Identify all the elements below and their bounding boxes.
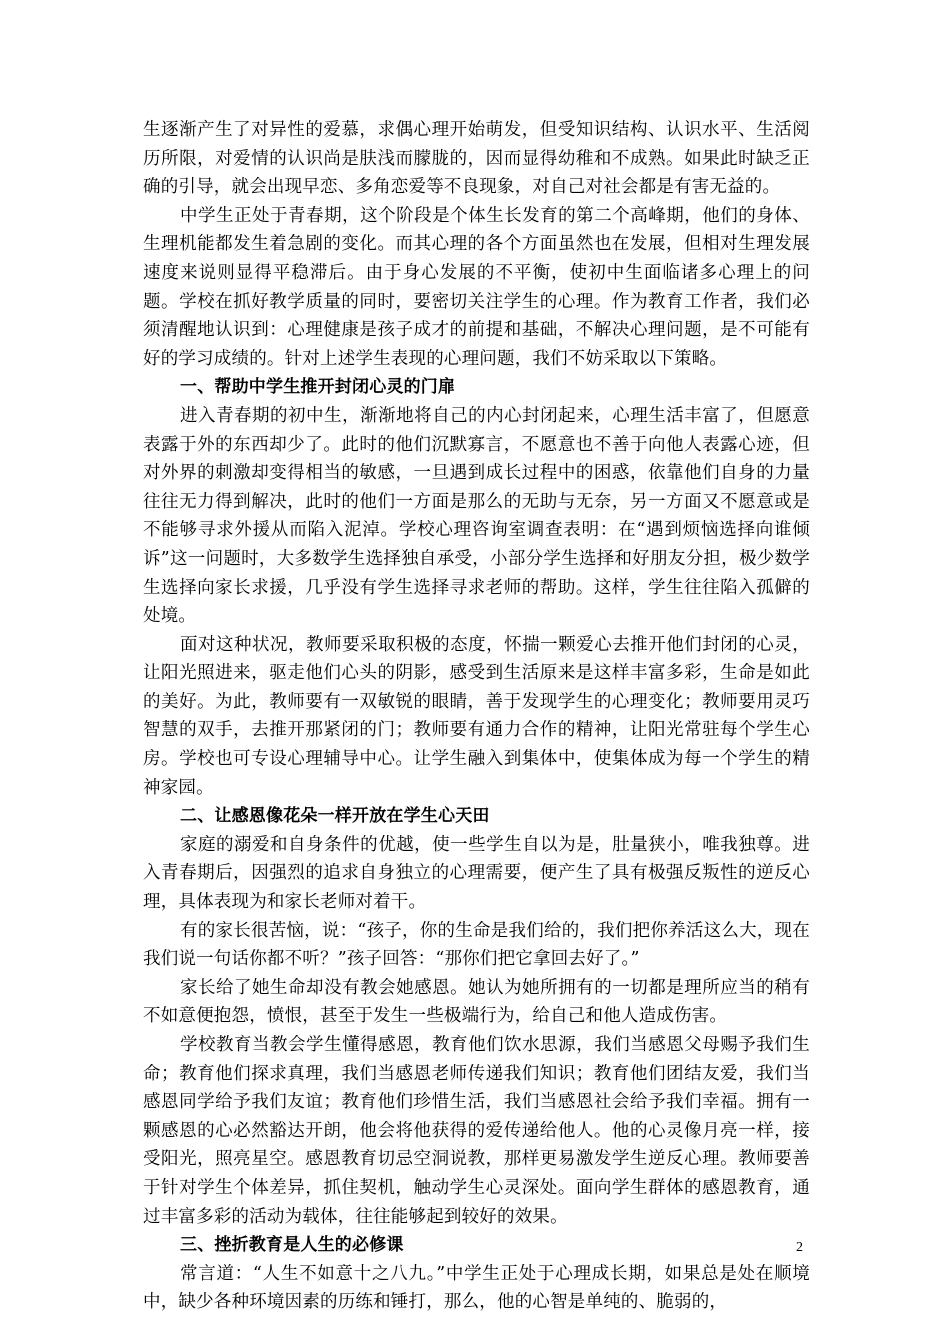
- document-body: [143, 116, 810, 1317]
- paragraph-no-gratitude: 家长给了她生命却没有教会她感恩。她认为她所拥有的一切都是理所应当的稍有不如意便抱怨，愤恨，甚至于发生一些极端行为，给自己和他人造成伤害。: [143, 977, 810, 1027]
- paragraph-parent-dialogue: 有的家长很苦恼，说：“孩子，你的生命是我们给的，我们把你养活这么大，现在我们说一句话你都不听？”孩子回答：“那你们把它拿回去好了。”: [143, 920, 810, 970]
- section-heading-3: 三、挫折教育是人生的必修课: [180, 1235, 404, 1256]
- section-heading-2: 二、让感恩像花朵一样开放在学生心天田: [180, 806, 490, 827]
- section-heading-1: 一、帮助中学生推开封闭心灵的门扉: [180, 377, 456, 398]
- paragraph-gratitude-education: 学校教育当教会学生懂得感恩，教育他们饮水思源，我们当感恩父母赐予我们生命；教育他们探求真理，我们当感恩老师传递我们知识；教育他们团结友爱，我们当感恩同学给予我们友谊；教育他们珍惜生活，我们当感恩社会给予我们幸福。拥有一颗感恩的心必然豁达开朗，他会将他获得的爱传递给他人。他的心灵像月亮一样，接受阳光，照亮星空。感恩教育切忌空洞说教，那样更易激发学生逆反心理。教师要善于针对学生个体差异，抓住契机，触动学生心灵深处。面向学生群体的感恩教育，通过丰富多彩的活动为载体，往往能够起到较好的效果。: [143, 1035, 810, 1227]
- paragraph-continuation: 生逐渐产生了对异性的爱慕，求偶心理开始萌发，但受知识结构、认识水平、生活阅历所限，对爱情的认识尚是肤浅而朦胧的，因而显得幼稚和不成熟。如果此时缺乏正确的引导，就会出现早恋、多角恋爱等不良现象，对自己对社会都是有害无益的。: [143, 120, 810, 198]
- paragraph-closed-heart: 进入青春期的初中生，渐渐地将自己的内心封闭起来，心理生活丰富了，但愿意表露于外的东西却少了。此时的他们沉默寡言，不愿意也不善于向他人表露心迹，但对外界的刺激却变得相当的敏感，一旦遇到成长过程中的困惑，依靠他们自身的力量往往无力得到解决，此时的他们一方面是那么的无助与无奈，另一方面又不愿意或是不能够寻求外援从而陷入泥淖。学校心理咨询室调查表明：在“遇到烦恼选择向谁倾诉”这一问题时，大多数学生选择独自承受，小部分学生选择和好朋友分担，极少数学生选择向家长求援，几乎没有学生选择寻求老师的帮助。这样，学生往往陷入孤僻的处境。: [143, 405, 810, 627]
- page-number: 2: [796, 1240, 803, 1255]
- paragraph-adolescence-intro: 中学生正处于青春期，这个阶段是个体生长发育的第二个高峰期，他们的身体、生理机能都发生着急剧的变化。而其心理的各个方面虽然也在发展，但相对生理发展速度来说则显得平稳滞后。由于身心发展的不平衡，使初中生面临诸多心理上的问题。学校在抓好教学质量的同时，要密切关注学生的心理。作为教育工作者，我们必须清醒地认识到：心理健康是孩子成才的前提和基础，不解决心理问题，是不可能有好的学习成绩的。针对上述学生表现的心理问题，我们不妨采取以下策略。: [143, 205, 810, 369]
- paragraph-frustration-education: 常言道：“人生不如意十之八九。”中学生正处于心理成长期，如果总是处在顺境中，缺少各种环境因素的历练和锤打，那么，他的心智是单纯的、脆弱的，: [143, 1263, 810, 1313]
- paragraph-teacher-attitude: 面对这种状况，教师要采取积极的态度，怀揣一颗爱心去推开他们封闭的心灵，让阳光照进来，驱走他们心头的阴影，感受到生活原来是这样丰富多彩，生命是如此的美好。为此，教师要有一双敏锐的眼睛，善于发现学生的心理变化；教师要用灵巧智慧的双手，去推开那紧闭的门；教师要有通力合作的精神，让阳光常驻每个学生心房。学校也可专设心理辅导中心。让学生融入到集体中，使集体成为每一个学生的精神家园。: [143, 634, 810, 798]
- paragraph-family-spoiling: 家庭的溺爱和自身条件的优越，使一些学生自以为是，肚量狭小，唯我独尊。进入青春期后，因强烈的追求自身独立的心理需要，便产生了具有极强反叛性的逆反心理，具体表现为和家长老师对着干。: [143, 834, 810, 913]
